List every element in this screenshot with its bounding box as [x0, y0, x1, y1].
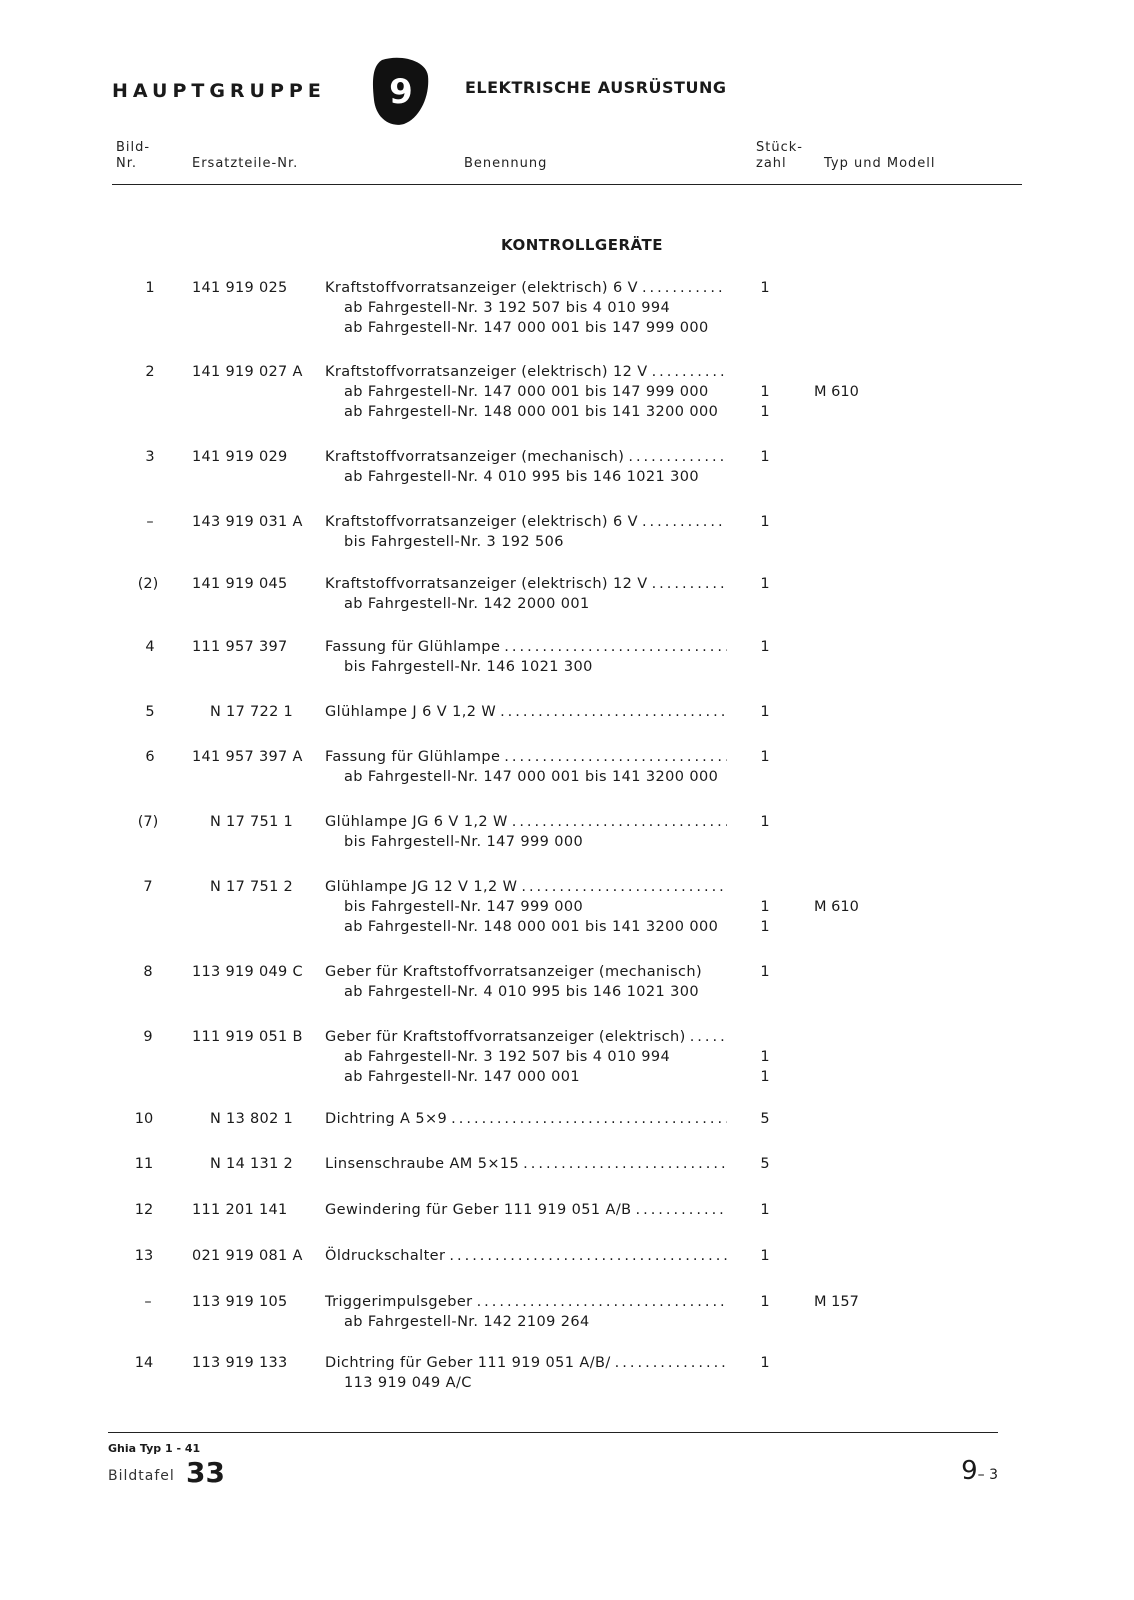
quantity-value [758, 362, 772, 382]
part-number: N 14 131 2 [210, 1156, 294, 1172]
bild-number: (2) [137, 576, 159, 592]
part-number: 141 919 045 [192, 576, 288, 592]
quantity-value: 1 [760, 899, 770, 915]
part-number: 113 919 133 [192, 1355, 288, 1371]
footer-plate-number: 33 [186, 1456, 225, 1489]
quantity-value: 5 [760, 1111, 770, 1127]
part-number: N 17 751 2 [210, 879, 294, 895]
description [325, 1200, 727, 1220]
quantity [758, 512, 772, 552]
subsection-title: KONTROLLGERÄTE [501, 236, 663, 254]
description-text: Triggerimpulsgeber [325, 1294, 473, 1310]
quantity-value: 1 [760, 280, 770, 296]
bild-number: – [144, 1294, 152, 1310]
quantity-value [758, 467, 772, 487]
bild-number: 8 [143, 964, 153, 980]
description [325, 1353, 727, 1393]
bild-number: 3 [145, 449, 155, 465]
quantity-value: 1 [760, 1049, 770, 1065]
model-type-value [814, 402, 859, 422]
description-detail: ab Fahrgestell-Nr. 3 192 507 bis 4 010 994 [344, 300, 671, 316]
quantity-value [758, 767, 772, 787]
part-number: N 17 751 1 [210, 814, 294, 830]
leader-dots [504, 747, 727, 767]
quantity-value: 1 [760, 514, 770, 530]
description-detail: ab Fahrgestell-Nr. 147 000 001 bis 147 999 000 [344, 320, 709, 336]
quantity [758, 1246, 772, 1266]
quantity-value: 1 [760, 449, 770, 465]
bild-number: 10 [134, 1111, 154, 1127]
description-text: Geber für Kraftstoffvorratsanzeiger (mechanisch) [325, 964, 703, 980]
description-text: Kraftstoffvorratsanzeiger (elektrisch) 6 V [325, 514, 638, 530]
quantity [758, 1154, 772, 1174]
footer-model: Ghia Typ 1 - 41 [108, 1442, 201, 1455]
description-text: Dichtring A 5×9 [325, 1111, 448, 1127]
description-detail: ab Fahrgestell-Nr. 4 010 995 bis 146 1021 300 [344, 469, 700, 485]
description-text: Gewindering für Geber 111 919 051 A/B [325, 1202, 632, 1218]
col-bild-line1: Bild- [116, 140, 151, 155]
description-detail: ab Fahrgestell-Nr. 148 000 001 bis 141 3200 000 [344, 919, 719, 935]
part-number: N 17 722 1 [210, 704, 294, 720]
description-text: Glühlampe JG 12 V 1,2 W [325, 879, 518, 895]
quantity-value: 1 [760, 749, 770, 765]
description [325, 1109, 727, 1129]
leader-dots [628, 447, 727, 467]
quantity-value: 1 [760, 1294, 770, 1310]
group-title: HAUPTGRUPPE [112, 80, 326, 102]
description [325, 812, 727, 852]
description-text: Dichtring für Geber 111 919 051 A/B/ [325, 1355, 611, 1371]
leader-dots [523, 1154, 727, 1174]
col-qty-line1: Stück- [756, 140, 803, 155]
description-detail: ab Fahrgestell-Nr. 142 2000 001 [344, 596, 590, 612]
bild-number: 9 [143, 1029, 153, 1045]
col-bild-line2: Nr. [116, 156, 138, 171]
quantity [758, 1353, 772, 1393]
quantity-value [758, 1373, 772, 1393]
quantity-value [758, 877, 772, 897]
quantity [758, 362, 772, 422]
leader-dots [500, 702, 727, 722]
description [325, 1246, 727, 1266]
page-number-main: 9 [961, 1456, 978, 1486]
quantity-value: 1 [760, 576, 770, 592]
description-detail: ab Fahrgestell-Nr. 4 010 995 bis 146 1021 300 [344, 984, 700, 1000]
quantity [758, 1027, 772, 1087]
part-number: N 13 802 1 [210, 1111, 294, 1127]
quantity-value: 1 [760, 704, 770, 720]
leader-dots [642, 512, 727, 532]
model-type-value [814, 1312, 859, 1332]
model-type-value: M 157 [814, 1294, 859, 1310]
column-header [112, 140, 1022, 184]
description-detail: bis Fahrgestell-Nr. 147 999 000 [344, 834, 584, 850]
description [325, 1027, 727, 1087]
description-detail: ab Fahrgestell-Nr. 147 000 001 bis 147 999 000 [344, 384, 709, 400]
bild-number: (7) [137, 814, 159, 830]
leader-dots [652, 574, 727, 594]
description [325, 447, 727, 487]
description-text: Fassung für Glühlampe [325, 749, 501, 765]
description [325, 637, 727, 677]
bild-number: 12 [134, 1202, 154, 1218]
bild-number: 11 [134, 1156, 154, 1172]
quantity-value [758, 832, 772, 852]
model-type-value [814, 877, 859, 897]
model-type-value: M 610 [814, 384, 859, 400]
leader-dots [449, 1246, 727, 1266]
part-number: 141 957 397 A [192, 749, 303, 765]
description-text: Fassung für Glühlampe [325, 639, 501, 655]
description-detail: ab Fahrgestell-Nr. 147 000 001 bis 141 3200 000 [344, 769, 719, 785]
part-number: 111 919 051 B [192, 1029, 303, 1045]
description-text: Öldruckschalter [325, 1248, 446, 1264]
quantity [758, 962, 772, 1002]
bild-number: 4 [145, 639, 155, 655]
quantity-value: 1 [760, 404, 770, 420]
footer-plate-label: Bildtafel [108, 1468, 175, 1484]
leader-dots [504, 637, 727, 657]
description [325, 747, 727, 787]
model-type [814, 362, 859, 422]
leader-dots [635, 1200, 727, 1220]
description-detail: ab Fahrgestell-Nr. 3 192 507 bis 4 010 994 [344, 1049, 671, 1065]
description-text: Kraftstoffvorratsanzeiger (elektrisch) 6 V [325, 280, 638, 296]
quantity-value [758, 1027, 772, 1047]
quantity-value: 1 [760, 639, 770, 655]
quantity [758, 447, 772, 487]
quantity [758, 812, 772, 852]
bild-number: 1 [145, 280, 155, 296]
description-text: Kraftstoffvorratsanzeiger (elektrisch) 12 V [325, 364, 648, 380]
quantity [758, 637, 772, 677]
group-number: 9 [389, 72, 413, 112]
page-number-sub: – 3 [977, 1467, 998, 1483]
quantity-value [758, 982, 772, 1002]
part-number: 143 919 031 A [192, 514, 303, 530]
quantity-value [758, 532, 772, 552]
leader-dots [451, 1109, 727, 1129]
description-text: Linsenschraube AM 5×15 [325, 1156, 520, 1172]
quantity-value: 1 [760, 814, 770, 830]
quantity [758, 702, 772, 722]
leader-dots [477, 1292, 727, 1312]
leader-dots [512, 812, 727, 832]
description-detail: bis Fahrgestell-Nr. 3 192 506 [344, 534, 564, 550]
description-detail: bis Fahrgestell-Nr. 147 999 000 [344, 899, 584, 915]
leader-dots [521, 877, 727, 897]
quantity-value [758, 1312, 772, 1332]
description [325, 702, 727, 722]
leader-dots [652, 362, 727, 382]
model-type [814, 1292, 859, 1332]
description-text: Glühlampe JG 6 V 1,2 W [325, 814, 508, 830]
quantity-value: 1 [760, 964, 770, 980]
group-number-badge [370, 56, 432, 126]
description-text: Glühlampe J 6 V 1,2 W [325, 704, 497, 720]
quantity [758, 1200, 772, 1220]
leader-dots [615, 1353, 727, 1373]
leader-dots [642, 278, 727, 298]
quantity-value: 1 [760, 384, 770, 400]
part-number: 113 919 105 [192, 1294, 288, 1310]
description-text: Geber für Kraftstoffvorratsanzeiger (elektrisch) [325, 1029, 686, 1045]
leader-dots [690, 1027, 727, 1047]
quantity-value: 1 [760, 1248, 770, 1264]
quantity-value: 1 [760, 1069, 770, 1085]
description [325, 362, 727, 422]
footer-rule [108, 1432, 998, 1433]
col-part-no: Ersatzteile-Nr. [192, 156, 299, 171]
quantity [758, 747, 772, 787]
quantity-value [758, 657, 772, 677]
col-qty-line2: zahl [756, 156, 787, 171]
model-type-value [814, 917, 859, 937]
description [325, 1154, 727, 1174]
description [325, 512, 727, 552]
description-text: Kraftstoffvorratsanzeiger (mechanisch) [325, 449, 625, 465]
part-number: 111 957 397 [192, 639, 288, 655]
model-type-value: M 610 [814, 899, 859, 915]
bild-number: 6 [145, 749, 155, 765]
bild-number: 5 [145, 704, 155, 720]
description-detail: bis Fahrgestell-Nr. 146 1021 300 [344, 659, 593, 675]
description-text: Kraftstoffvorratsanzeiger (elektrisch) 12 V [325, 576, 648, 592]
bild-number: 2 [145, 364, 155, 380]
bild-number: 13 [134, 1248, 154, 1264]
page-header [112, 56, 1012, 126]
bild-number: 14 [134, 1355, 154, 1371]
part-number: 111 201 141 [192, 1202, 288, 1218]
header-rule [112, 184, 1022, 185]
part-number: 113 919 049 C [192, 964, 303, 980]
description-detail: ab Fahrgestell-Nr. 148 000 001 bis 141 3200 000 [344, 404, 719, 420]
part-number: 141 919 029 [192, 449, 288, 465]
description [325, 877, 727, 937]
quantity-value: 1 [760, 1202, 770, 1218]
bild-number: 7 [143, 879, 153, 895]
quantity-value: 1 [760, 919, 770, 935]
description-detail: ab Fahrgestell-Nr. 142 2109 264 [344, 1314, 590, 1330]
model-type-value [814, 362, 859, 382]
part-number: 021 919 081 A [192, 1248, 303, 1264]
quantity-value [758, 298, 772, 318]
part-number: 141 919 025 [192, 280, 288, 296]
quantity-value: 1 [760, 1355, 770, 1371]
col-model: Typ und Modell [824, 156, 936, 171]
section-title: ELEKTRISCHE AUSRÜSTUNG [465, 78, 727, 97]
bild-number: – [146, 514, 154, 530]
quantity [758, 1109, 772, 1129]
description [325, 574, 727, 614]
model-type [814, 877, 859, 937]
quantity [758, 877, 772, 937]
col-description: Benennung [464, 156, 548, 171]
page-number [961, 1456, 998, 1486]
description-detail: ab Fahrgestell-Nr. 147 000 001 [344, 1069, 581, 1085]
quantity [758, 574, 772, 614]
description [325, 1292, 727, 1332]
description [325, 278, 727, 338]
quantity-value: 5 [760, 1156, 770, 1172]
part-number: 141 919 027 A [192, 364, 303, 380]
quantity [758, 1292, 772, 1332]
quantity [758, 278, 772, 338]
description-detail: 113 919 049 A/C [344, 1375, 472, 1391]
description [325, 962, 727, 1002]
quantity-value [758, 594, 772, 614]
quantity-value [758, 318, 772, 338]
